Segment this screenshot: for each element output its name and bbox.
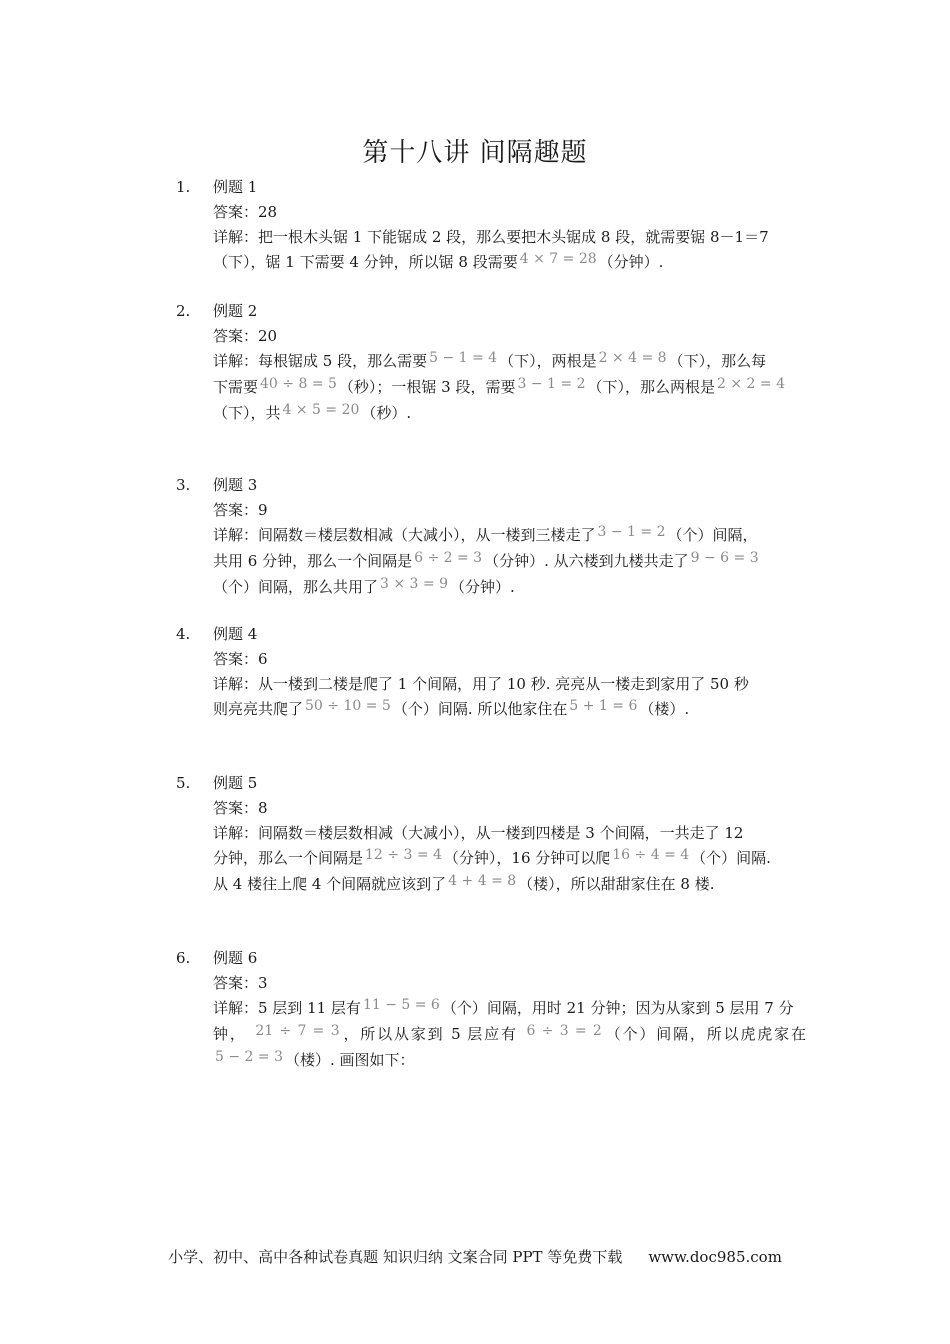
problem-6 — [176, 946, 816, 1074]
footer-url-link[interactable]: www.doc985.com — [648, 1248, 782, 1266]
explanation-line — [213, 1048, 806, 1074]
explanation-text: （分钟），16 分钟可以爬 — [443, 849, 611, 867]
explanation-line — [213, 697, 806, 723]
problem-3 — [176, 473, 816, 601]
math-expression: 12 ÷ 3 = 4 — [365, 847, 442, 863]
explanation-text: （秒）. — [361, 404, 412, 422]
answer: 答案：8 — [213, 799, 268, 817]
math-expression: 50 ÷ 10 = 5 — [305, 698, 391, 714]
problem-number: 3. — [176, 476, 191, 494]
math-expression: 5 − 1 = 4 — [429, 350, 498, 366]
explanation-line — [213, 996, 806, 1022]
math-expression: 3 × 3 = 9 — [380, 576, 448, 592]
explanation-text: （下），锯 1 下需要 4 分钟，所以锯 8 段需要 — [213, 253, 518, 271]
page-title: 第十八讲 间隔趣题 — [362, 138, 588, 168]
explanation-text: （个）间隔，所以虎虎家在 — [603, 1025, 806, 1043]
answer: 答案：20 — [213, 327, 278, 345]
math-expression: 4 × 5 = 20 — [282, 402, 360, 418]
page-footer — [0, 1246, 950, 1267]
answer: 答案：3 — [213, 974, 268, 992]
math-expression: 6 ÷ 3 = 2 — [526, 1023, 602, 1039]
explanation-text: （个）间隔. 所以他家住在 — [392, 700, 568, 718]
problem-number: 1. — [176, 178, 191, 196]
problem-5 — [176, 771, 816, 898]
math-expression: 4 × 7 = 28 — [519, 251, 597, 267]
explanation-text: （下），两根是 — [499, 352, 597, 370]
math-expression: 4 + 4 = 8 — [448, 873, 517, 889]
explanation-text: 则亮亮共爬了 — [213, 700, 304, 718]
explanation-text: （个）间隔. — [691, 849, 771, 867]
explanation-line — [213, 375, 806, 401]
explanation-line — [213, 549, 806, 575]
explanation-line — [213, 846, 806, 872]
explanation-text: 详解：每根锯成 5 段，那么需要 — [213, 352, 428, 370]
math-expression: 2 × 2 = 4 — [717, 376, 785, 392]
problem-label: 例题 1 — [213, 178, 258, 196]
problem-label: 例题 3 — [213, 476, 258, 494]
explanation-text: （分钟）. — [598, 253, 664, 271]
explanation-text: （下），那么每 — [668, 352, 767, 370]
explanation-line — [213, 225, 806, 250]
explanation-text: （个）间隔，那么共用了 — [213, 578, 379, 596]
math-expression: 5 + 1 = 6 — [569, 698, 638, 714]
explanation-text: （秒）；一根锯 3 段，需要 — [338, 378, 516, 396]
problem-label: 例题 2 — [213, 302, 258, 320]
answer: 答案：28 — [213, 203, 278, 221]
footer-text: 小学、初中、高中各种试卷真题 知识归纳 文案合同 PPT 等免费下载 — [168, 1248, 623, 1266]
problem-number: 4. — [176, 625, 191, 643]
explanation-text: ，所以从家到 5 层应有 — [341, 1025, 518, 1043]
problem-number: 6. — [176, 949, 191, 967]
explanation-text: 共用 6 分钟，那么一个间隔是 — [213, 552, 413, 570]
explanation-text: （楼）. 画图如下： — [284, 1051, 415, 1069]
math-expression: 3 − 1 = 2 — [517, 376, 586, 392]
problem-number: 2. — [176, 302, 191, 320]
explanation-line — [213, 250, 806, 276]
explanation-text: （个）间隔，用时 21 分钟；因为从家到 5 层用 7 分 — [441, 999, 794, 1017]
problem-label: 例题 6 — [213, 949, 258, 967]
explanation-text: 从 4 楼往上爬 4 个间隔就应该到了 — [213, 875, 447, 893]
explanation-text: 详解：把一根木头锯 1 下能锯成 2 段，那么要把木头锯成 8 段，就需要锯 8－1＝7 — [213, 228, 769, 246]
explanation-line — [213, 401, 806, 427]
problem-4 — [176, 622, 816, 723]
math-expression: 16 ÷ 4 = 4 — [612, 847, 690, 863]
explanation-text: 详解：5 层到 11 层有 — [213, 999, 361, 1017]
problem-2 — [176, 299, 816, 427]
explanation-text: （下），共 — [213, 404, 281, 422]
explanation-text: （下），那么两根是 — [587, 378, 715, 396]
explanation-line — [213, 575, 806, 601]
explanation-text: 详解：间隔数＝楼层数相减（大减小），从一楼到四楼是 3 个间隔，一共走了 12 — [213, 824, 744, 842]
math-expression: 21 ÷ 7 = 3 — [255, 1023, 340, 1039]
explanation-line — [213, 1022, 806, 1048]
explanation-line — [213, 872, 806, 898]
explanation-line — [213, 523, 806, 549]
explanation-line — [213, 672, 806, 697]
answer: 答案：6 — [213, 650, 268, 668]
math-expression: 5 − 2 = 3 — [215, 1049, 283, 1065]
math-expression: 40 ÷ 8 = 5 — [260, 376, 337, 392]
explanation-text: 详解：间隔数＝楼层数相减（大减小），从一楼到三楼走了 — [213, 526, 596, 544]
explanation-line — [213, 821, 806, 846]
answer: 答案：9 — [213, 501, 268, 519]
math-expression: 6 ÷ 2 = 3 — [414, 550, 483, 566]
explanation-text: 分钟，那么一个间隔是 — [213, 849, 364, 867]
problem-1 — [176, 175, 816, 276]
explanation-line — [213, 349, 806, 375]
explanation-text: 下需要 — [213, 378, 259, 396]
problem-label: 例题 5 — [213, 774, 258, 792]
problem-number: 5. — [176, 774, 191, 792]
math-expression: 9 − 6 = 3 — [690, 550, 759, 566]
math-expression: 3 − 1 = 2 — [597, 524, 666, 540]
problem-label: 例题 4 — [213, 625, 258, 643]
math-expression: 2 × 4 = 8 — [598, 350, 667, 366]
explanation-text: （楼），所以甜甜家住在 8 楼. — [518, 875, 715, 893]
explanation-text: 详解：从一楼到二楼是爬了 1 个间隔，用了 10 秒. 亮亮从一楼走到家用了 50 秒 — [213, 675, 749, 693]
explanation-text: （个）间隔， — [667, 526, 758, 544]
explanation-text: （分钟）. — [450, 578, 515, 596]
math-expression: 11 − 5 = 6 — [362, 997, 440, 1013]
explanation-text: （楼）. — [639, 700, 690, 718]
explanation-text: （分钟）. 从六楼到九楼共走了 — [484, 552, 689, 570]
explanation-text: 钟， — [213, 1025, 247, 1043]
